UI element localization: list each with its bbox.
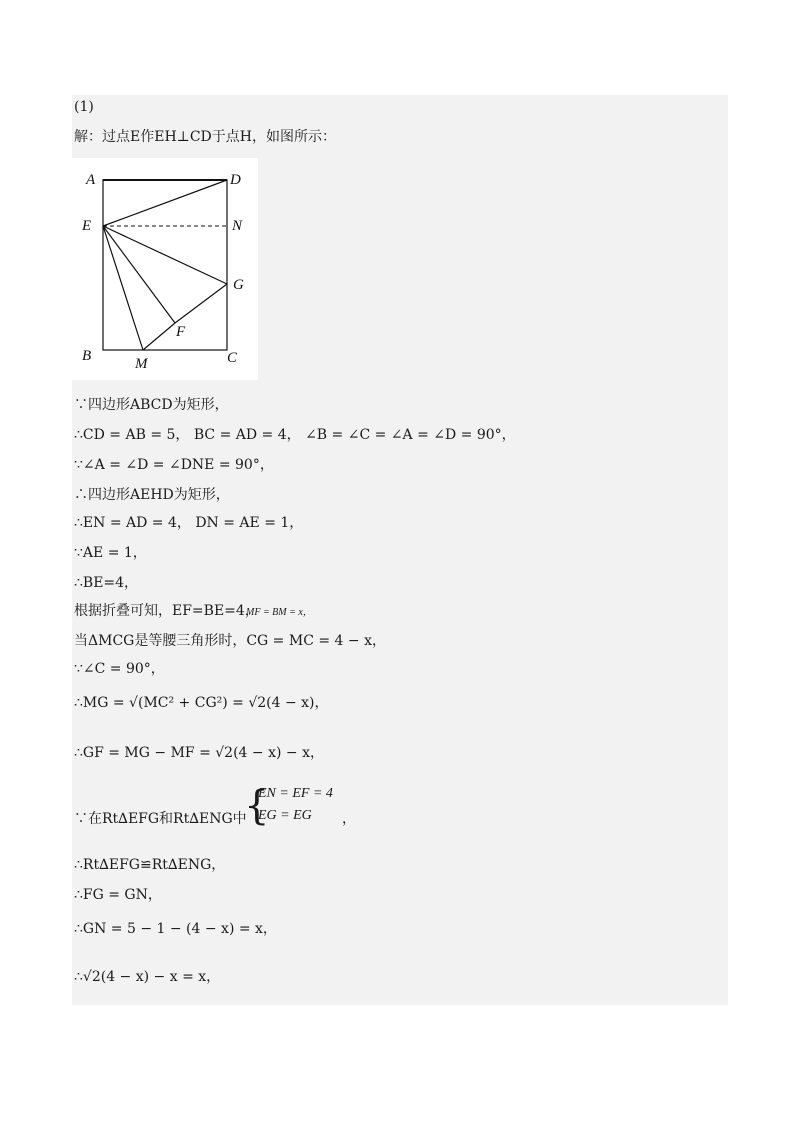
line-9: 当ΔMCG是等腰三角形时，CG = MC = 4 − x， xyxy=(74,633,386,649)
line-11: ∴MG = √(MC² + CG²) = √2(4 − x)， xyxy=(74,695,329,711)
line-4: ∴四边形AEHD为矩形， xyxy=(74,487,230,503)
label-n: N xyxy=(232,218,243,234)
line-2: ∴CD = AB = 5， BC = AD = 4， ∠B = ∠C = ∠A = ∠D = 90°， xyxy=(74,427,516,443)
segment-ed xyxy=(103,180,227,226)
line-12: ∴GF = MG − MF = √2(4 − x) − x， xyxy=(74,745,324,761)
figure-svg xyxy=(72,158,258,380)
label-a: A xyxy=(86,172,96,188)
congruence-row-1: EN = EF = 4 xyxy=(258,786,333,801)
label-b: B xyxy=(82,348,92,364)
line-6: ∵AE = 1， xyxy=(74,545,147,561)
line-8b: MF = BM = x， xyxy=(246,607,313,618)
line-7: ∴BE=4， xyxy=(74,575,139,591)
label-g: G xyxy=(233,277,244,293)
label-e: E xyxy=(82,218,92,234)
solution-intro: 解：过点E作EH⊥CD于点H，如图所示： xyxy=(74,129,336,145)
part-label: (1) xyxy=(74,99,94,115)
congruence-prefix: ∵在Rt∆EFG和Rt∆ENG中 xyxy=(74,811,247,827)
geometry-figure xyxy=(72,158,258,380)
segment-mf xyxy=(143,323,175,350)
line-1: ∵四边形ABCD为矩形， xyxy=(74,397,229,413)
segment-ef xyxy=(103,226,175,323)
segment-fg xyxy=(175,284,227,323)
label-d: D xyxy=(230,172,241,188)
congruence-row-2: EG = EG xyxy=(258,808,312,823)
line-3: ∵∠A = ∠D = ∠DNE = 90°， xyxy=(74,457,274,473)
brace: { xyxy=(244,783,270,829)
congruence-tail: ， xyxy=(342,811,356,827)
line-10: ∵∠C = 90°， xyxy=(74,661,165,677)
label-c: C xyxy=(227,350,238,366)
line-5: ∴EN = AD = 4， DN = AE = 1， xyxy=(74,515,304,531)
label-m: M xyxy=(135,356,148,372)
line-15: ∴GN = 5 − 1 − (4 − x) = x， xyxy=(74,921,277,937)
line-8: 根据折叠可知，EF=BE=4， xyxy=(74,603,259,619)
segment-eg xyxy=(103,226,227,284)
line-14: ∴FG = GN， xyxy=(74,887,162,903)
congruence-block xyxy=(74,783,474,829)
rectangle-abcd xyxy=(103,180,227,350)
line-16: ∴√2(4 − x) − x = x， xyxy=(74,969,221,985)
label-f: F xyxy=(176,324,186,340)
line-13: ∴Rt∆EFG≌Rt∆ENG， xyxy=(74,857,226,873)
segment-em xyxy=(103,226,143,350)
